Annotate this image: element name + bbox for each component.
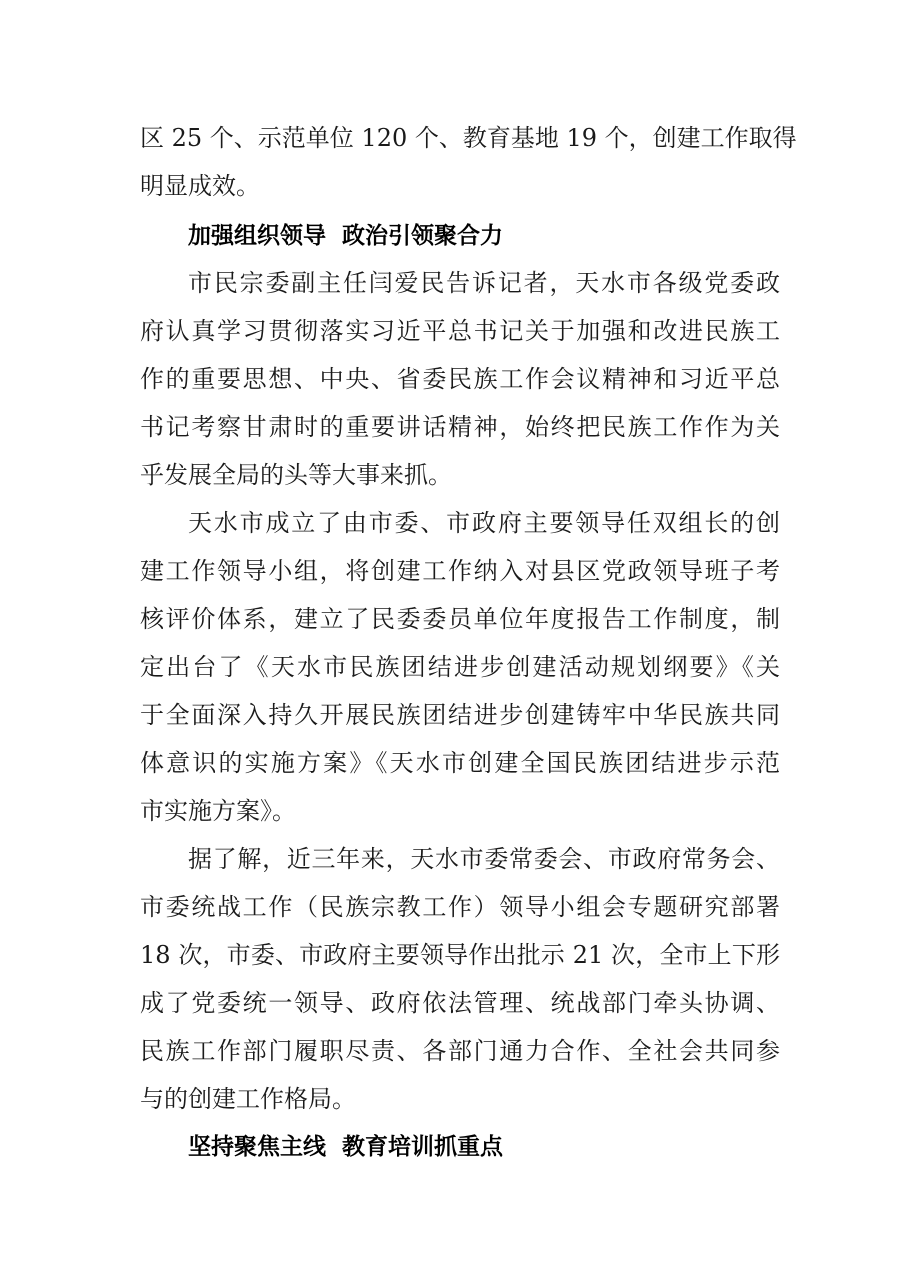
paragraph-3-line-4: 成了党委统一领导、政府依法管理、统战部门牵头协调、 [140, 989, 780, 1017]
paragraph-1-line-5: 乎发展全局的头等大事来抓。 [140, 461, 452, 489]
section-heading-education: 坚持聚焦主线 教育培训抓重点 [188, 1134, 504, 1160]
intro-line-2: 明显成效。 [140, 172, 260, 200]
intro-line-1: 区 25 个、示范单位 120 个、教育基地 19 个，创建工作取得 [140, 124, 797, 152]
paragraph-3-line-1: 据了解，近三年来，天水市委常委会、市政府常务会、 [188, 845, 780, 873]
paragraph-3-line-2: 市委统战工作（民族宗教工作）领导小组会专题研究部署 [140, 893, 780, 921]
paragraph-1-line-1: 市民宗委副主任闫爱民告诉记者，天水市各级党委政 [188, 269, 780, 297]
paragraph-1-line-3: 作的重要思想、中央、省委民族工作会议精神和习近平总 [140, 365, 780, 393]
paragraph-2-line-4: 定出台了《天水市民族团结进步创建活动规划纲要》《关 [140, 653, 780, 681]
paragraph-3-line-5: 民族工作部门履职尽责、各部门通力合作、全社会共同参 [140, 1037, 780, 1065]
section-heading-organization: 加强组织领导 政治引领聚合力 [188, 223, 504, 249]
paragraph-2-line-7: 市实施方案》。 [140, 797, 296, 825]
paragraph-1-line-4: 书记考察甘肃时的重要讲话精神，始终把民族工作作为关 [140, 413, 780, 441]
paragraph-3-line-6: 与的创建工作格局。 [140, 1085, 356, 1113]
paragraph-2-line-2: 建工作领导小组，将创建工作纳入对县区党政领导班子考 [140, 557, 780, 585]
paragraph-2-line-1: 天水市成立了由市委、市政府主要领导任双组长的创 [188, 509, 780, 537]
paragraph-1-line-2: 府认真学习贯彻落实习近平总书记关于加强和改进民族工 [140, 317, 780, 345]
paragraph-2-line-5: 于全面深入持久开展民族团结进步创建铸牢中华民族共同 [140, 701, 780, 729]
paragraph-3-line-3: 18 次，市委、市政府主要领导作出批示 21 次，全市上下形 [140, 941, 780, 969]
paragraph-2-line-6: 体意识的实施方案》《天水市创建全国民族团结进步示范 [140, 749, 780, 777]
paragraph-2-line-3: 核评价体系，建立了民委委员单位年度报告工作制度，制 [140, 605, 780, 633]
